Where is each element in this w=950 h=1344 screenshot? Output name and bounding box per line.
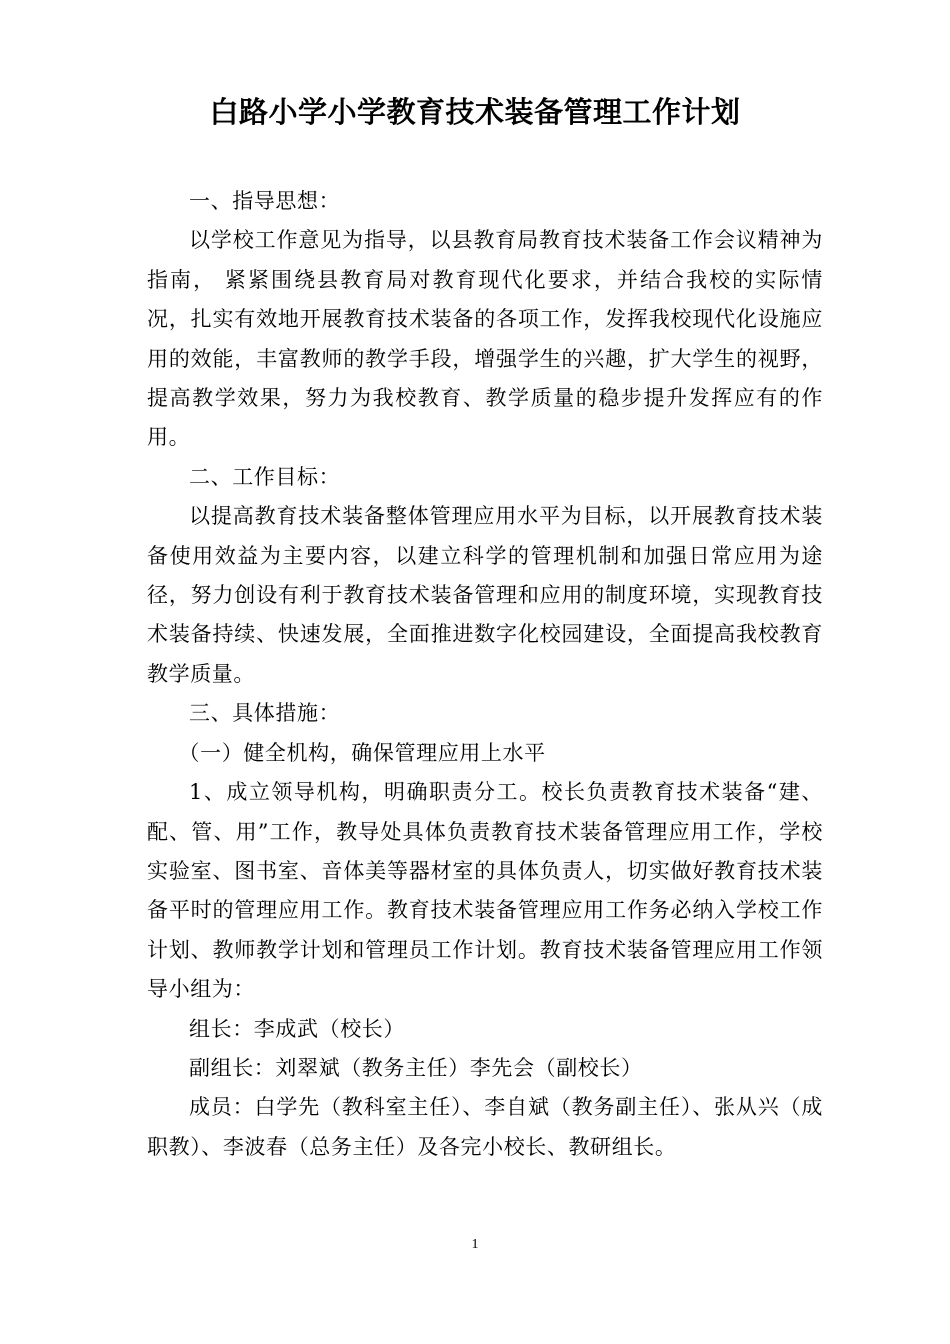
section-heading-measures: 三、具体措施： [189,701,341,726]
line-vice-leader: 副组长：刘翠斌（教务主任）李先会（副校长） [189,1055,643,1080]
section-heading-work-goals: 二、工作目标： [189,464,341,489]
document-body [147,182,823,1167]
paragraph-guiding-ideology: 以学校工作意见为指导，以县教育局教育技术装备工作会议精神为指南， 紧紧围绕县教育局对教育现代化要求，并结合我校的实际情况，扎实有效地开展教育技术装备的各项工作，发挥我校现代化设施应用的效能，丰富教师的教学手段，增强学生的兴趣，扩大学生的视野，提高教学效果，努力为我校教育、教学质量的稳步提升发挥应有的作用。 [147,228,823,450]
paragraph-members: 成员：白学先（教科室主任）、李自斌（教务副主任）、张从兴（成职教）、李波春（总务主任）及各完小校长、教研组长。 [147,1095,823,1159]
page-number: 1 [471,1237,479,1252]
paragraph-work-goals: 以提高教育技术装备整体管理应用水平为目标，以开展教育技术装备使用效益为主要内容，以建立科学的管理机制和加强日常应用为途径，努力创设有利于教育技术装备管理和应用的制度环境，实现教育技术装备持续、快速发展，全面推进数字化校园建设，全面提高我校教育教学质量。 [147,504,823,686]
subheading-organization: （一）健全机构，确保管理应用上水平 [178,740,546,765]
document-title: 白路小学小学教育技术装备管理工作计划 [209,95,741,129]
line-group-leader: 组长：李成武（校长） [189,1016,405,1041]
paragraph-leadership: 1、成立领导机构，明确职责分工。校长负责教育技术装备“建、配、管、用”工作，教导处具体负责教育技术装备管理应用工作，学校实验室、图书室、音体美等器材室的具体负责人，切实做好教育技术装备平时的管理应用工作。教育技术装备管理应用工作务必纳入学校工作计划、教师教学计划和管理员工作计划。教育技术装备管理应用工作领导小组为： [147,780,823,1002]
section-heading-guiding-ideology: 一、指导思想： [189,189,341,213]
